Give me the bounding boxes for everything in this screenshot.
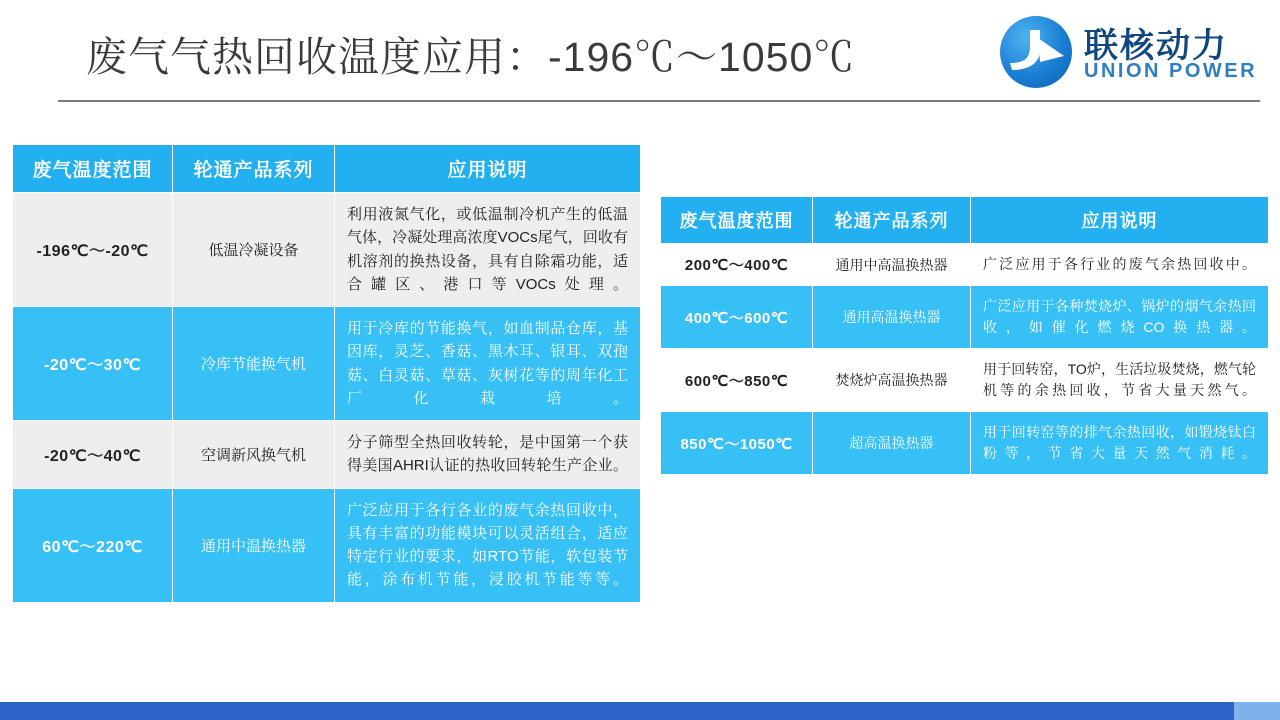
cell-series: 低温冷凝设备 [173, 193, 335, 307]
cell-description: 分子筛型全热回收转轮，是中国第一个获得美国AHRI认证的热收回转轮生产企业。 [335, 421, 641, 489]
column-header-range: 废气温度范围 [13, 145, 173, 193]
cell-series: 通用中温换热器 [173, 488, 335, 602]
cell-series: 通用中高温换热器 [813, 244, 971, 286]
union-power-logo-icon [1000, 16, 1072, 88]
cell-range: -20℃～40℃ [13, 421, 173, 489]
logo-chinese-name: 联核动力 [1084, 27, 1228, 65]
low-temperature-application-table [12, 144, 641, 603]
cell-description: 利用液氮气化，或低温制冷机产生的低温气体，冷凝处理高浓度VOCs尾气，回收有机溶剂的换热设备，具有自除霜功能，适合罐区、港口等VOCs处理。 [335, 193, 641, 307]
table-row [13, 488, 641, 602]
cell-series: 通用高温换热器 [813, 286, 971, 349]
table-row [13, 307, 641, 421]
slide-header [0, 0, 1280, 104]
cell-range: -20℃～30℃ [13, 307, 173, 421]
cell-range: 200℃～400℃ [661, 244, 813, 286]
column-header-range: 废气温度范围 [661, 197, 813, 244]
cell-description: 广泛应用于各种焚烧炉、锅炉的烟气余热回收，如催化燃烧CO换热器。 [971, 286, 1269, 349]
cell-description: 广泛应用于各行业的废气余热回收中。 [971, 244, 1269, 286]
cell-range: -196℃～-20℃ [13, 193, 173, 307]
cell-description: 用于回转窑等的排气余热回收，如锻烧钛白粉等，节省大量天然气消耗。 [971, 412, 1269, 475]
cell-description: 用于回转窑，TO炉，生活垃圾焚烧，燃气轮机等的余热回收，节省大量天然气。 [971, 349, 1269, 412]
cell-description: 广泛应用于各行各业的废气余热回收中，具有丰富的功能模块可以灵活组合，适应特定行业的要求，如RTO节能，软包装节能，涂布机节能，浸胶机节能等等。 [335, 488, 641, 602]
cell-range: 400℃～600℃ [661, 286, 813, 349]
cell-description: 用于冷库的节能换气，如血制品仓库，基因库，灵芝、香菇、黑木耳、银耳、双孢菇、白灵菇、草菇、灰树花等的周年化工厂化栽培。 [335, 307, 641, 421]
table-header-row [13, 145, 641, 193]
footer-bar [0, 702, 1280, 720]
page-title: 废气气热回收温度应用：-196℃～1050℃ [86, 34, 856, 80]
table-header-row [661, 197, 1269, 244]
logo-english-name: UNION POWER [1084, 60, 1258, 82]
cell-series: 超高温换热器 [813, 412, 971, 475]
company-logo [1000, 16, 1258, 88]
cell-range: 60℃～220℃ [13, 488, 173, 602]
footer-bar-accent [1234, 702, 1280, 720]
table-row [661, 244, 1269, 286]
cell-series: 空调新风换气机 [173, 421, 335, 489]
table-row [661, 286, 1269, 349]
table-row [661, 349, 1269, 412]
header-divider [58, 100, 1260, 102]
table-row [13, 421, 641, 489]
column-header-description: 应用说明 [971, 197, 1269, 244]
cell-series: 冷库节能换气机 [173, 307, 335, 421]
column-header-description: 应用说明 [335, 145, 641, 193]
cell-series: 焚烧炉高温换热器 [813, 349, 971, 412]
table-row [661, 412, 1269, 475]
cell-range: 600℃～850℃ [661, 349, 813, 412]
high-temperature-application-table [660, 196, 1269, 475]
table-row [13, 193, 641, 307]
column-header-series: 轮通产品系列 [813, 197, 971, 244]
cell-range: 850℃～1050℃ [661, 412, 813, 475]
column-header-series: 轮通产品系列 [173, 145, 335, 193]
